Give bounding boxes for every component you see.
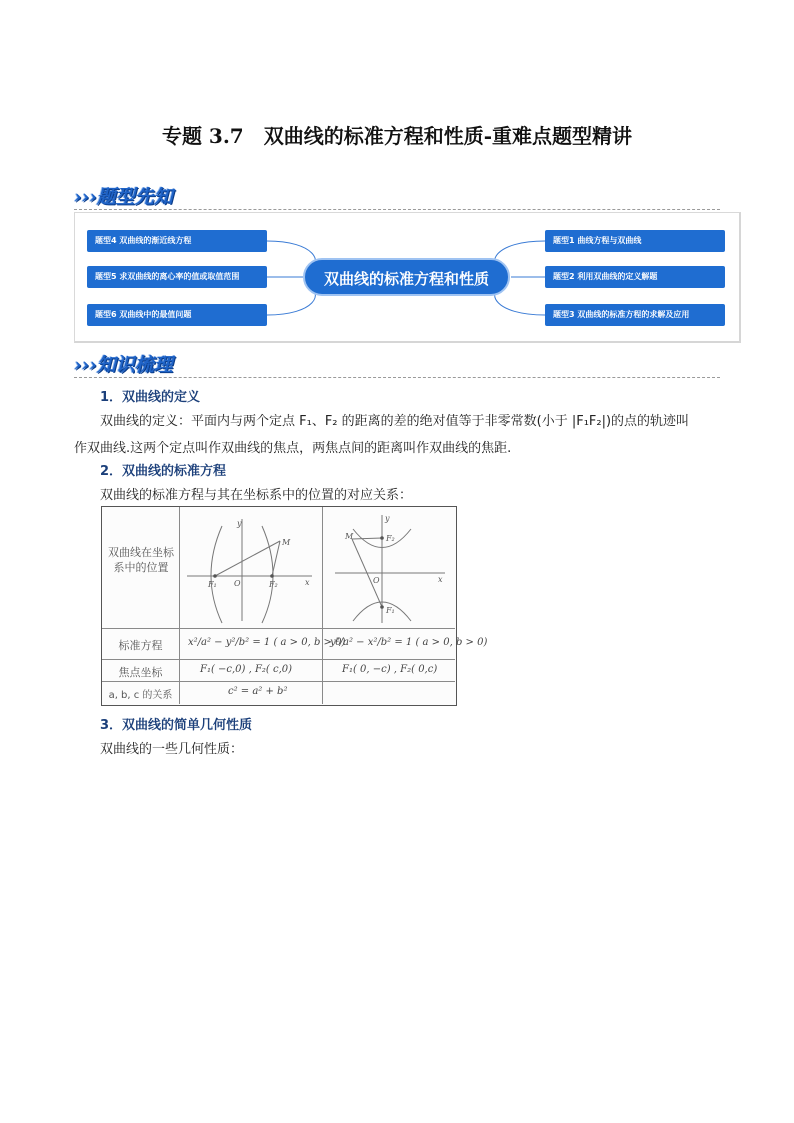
mind-map-node-type4: 题型4 双曲线的渐近线方程 (87, 230, 267, 252)
section-heading-definition: 1．双曲线的定义 (100, 390, 201, 405)
dashed-divider (74, 377, 720, 378)
equation-vertical: y²/a² − x²/b² = 1 ( a > 0, b > 0) (330, 637, 488, 648)
section-banner-question-types (74, 182, 720, 210)
foci-vertical: F₁( 0, −c) , F₂( 0,c) (342, 664, 438, 675)
hyperbola-table (101, 506, 488, 706)
table-label-equation: 标准方程 (118, 639, 163, 652)
mind-map-node-type6: 题型6 双曲线中的最值问题 (87, 304, 267, 326)
axis-label-y: y (385, 514, 390, 523)
focus-point (270, 574, 274, 578)
origin-label: O (373, 576, 380, 585)
figure-vertical-hyperbola (325, 511, 453, 625)
focus-label-F1: F₁ (208, 580, 217, 589)
figure-horizontal-hyperbola (182, 511, 320, 625)
foci-horizontal: F₁( −c,0) , F₂( c,0) (200, 664, 293, 675)
mind-map-node-type1: 题型1 曲线方程与双曲线 (545, 230, 725, 252)
dashed-divider (74, 209, 720, 210)
table-divider (102, 628, 455, 629)
axis-label-x: x (305, 578, 310, 587)
mind-map-node-type3: 题型3 双曲线的标准方程的求解及应用 (545, 304, 725, 326)
focus-label-F2: F₂ (386, 534, 395, 543)
focus-label-F2: F₂ (269, 580, 278, 589)
mind-map-node-type2: 题型2 利用双曲线的定义解题 (545, 266, 725, 288)
mind-map-center: 双曲线的标准方程和性质 (303, 258, 510, 296)
axis-label-y: y (237, 519, 242, 528)
standard-equation-intro: 双曲线的标准方程与其在坐标系中的位置的对应关系： (100, 488, 413, 503)
mind-map-node-type5: 题型5 求双曲线的离心率的值或取值范围 (87, 266, 267, 288)
axis-label-x: x (438, 575, 443, 584)
banner-title: ›››题型先知 (74, 186, 173, 208)
table-divider (102, 659, 455, 660)
focus-point (380, 605, 384, 609)
abc-relation: c² = a² + b² (228, 686, 288, 697)
section-banner-knowledge (74, 350, 720, 378)
table-divider (102, 681, 455, 682)
definition-text-line2: 作双曲线.这两个定点叫作双曲线的焦点，两焦点间的距离叫作双曲线的焦距. (74, 441, 512, 456)
banner-title: ›››知识梳理 (74, 354, 173, 376)
table-divider (322, 507, 323, 704)
table-label-position: 双曲线在坐标系中的位置 (108, 546, 174, 574)
point-label-M: M (345, 532, 354, 541)
focus-point (380, 536, 384, 540)
mind-map (74, 212, 741, 343)
focus-label-F1: F₁ (386, 606, 395, 615)
origin-label: O (234, 579, 241, 588)
page-title: 专题 3.7 双曲线的标准方程和性质-重难点题型精讲 (161, 124, 633, 148)
equation-horizontal: x²/a² − y²/b² = 1 ( a > 0, b > 0) (188, 637, 346, 648)
definition-text-line1: 双曲线的定义：平面内与两个定点 F₁、F₂ 的距离的差的绝对值等于非零常数(小于 |F₁F₂|)的点的轨迹叫 (100, 414, 690, 429)
point-label-M: M (282, 538, 291, 547)
focus-point (213, 574, 217, 578)
table-label-relation: a, b, c 的关系 (108, 690, 173, 701)
section-heading-standard-equation: 2．双曲线的标准方程 (100, 464, 227, 479)
table-label-foci: 焦点坐标 (118, 666, 163, 679)
properties-intro: 双曲线的一些几何性质： (100, 742, 244, 757)
section-heading-properties: 3．双曲线的简单几何性质 (100, 718, 253, 733)
table-divider (179, 507, 180, 704)
